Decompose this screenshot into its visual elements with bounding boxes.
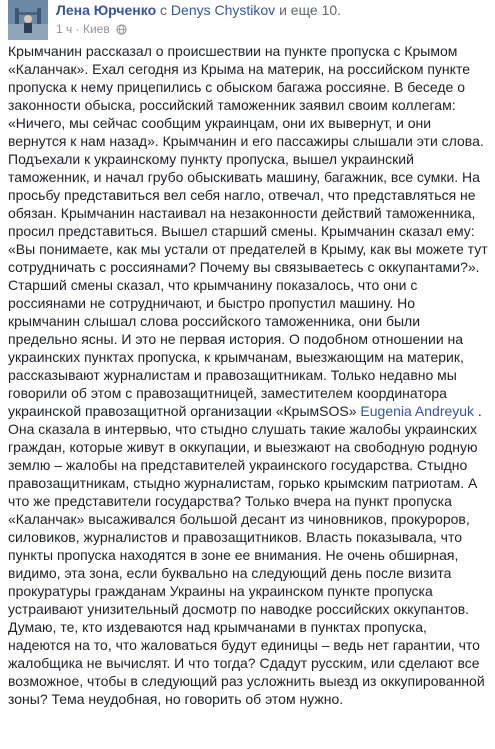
meta-separator: ·: [75, 22, 80, 36]
post-time[interactable]: 1 ч: [56, 22, 73, 36]
post-body: [8, 42, 489, 708]
post-meta: [56, 21, 127, 39]
post-text: [8, 42, 489, 708]
post-text-part1: Крымчанин рассказал о происшествии на пункте пропуска с Крымом «Каланчак». Ехал сегодня из Крыма на материк, на российском пункте пропуска к нему прицепились с обыском багажа россияне. В беседе о законности обыска, российский таможенник заявил своим коллегам: «Ничего, мы сейчас сообщим украинцам, они их вывернут, и они вернутся к нам назад». Крымчанин и его пассажиры слышали эти слова. Подъехали к украинскому пункту пропуска, вышел украинский таможенник, и начал грубо обыскивать машину, багажник, все сумки. На просьбу представиться вел себя нагло, отвечал, что представляться не обязан. Крымчанин настаивал на незаконности действий таможенника, просил представиться. Вышел старший смены. Крымчанин сказал ему: «Вы понимаете, как мы устали от предателей в Крыму, как вы можете тут сотрудничать с россиянами? Почему вы связываетесь с оккупантами?». Старший смены сказал, что крымчанину показалось, что они с россиянами не сотрудничают, и быстро пропустил машину. Но крымчанин слышал слова российского таможенника, они были предельно ясны. И это не первая история. О подобном отношении на украинских пунктах пропуска, к крымчанам, выезжающим на материк, рассказывают журналистам и правозащитникам. Только недавно мы говорили об этом с правозащитницей, заместителем координатора украинской правозащитной организации «КрымSOS»: [8, 43, 488, 419]
post-header: [8, 0, 488, 40]
globe-icon: [116, 23, 127, 39]
tagged-person[interactable]: Denys Chystikov: [170, 2, 276, 18]
author-name[interactable]: Лена Юрченко: [56, 2, 157, 18]
with-word: с: [160, 2, 168, 18]
tagged-others-link[interactable]: и еще 10.: [279, 2, 342, 18]
profile-photo-icon: [8, 0, 48, 40]
post-location[interactable]: Киев: [82, 22, 110, 36]
post-names: [56, 1, 341, 19]
post-text-part2: . Она сказала в интервью, что стыдно слушать такие жалобы украинских граждан, которые живут в оккупации, и выезжают на свободную родную землю – жалобы на представителей украинского государства. Стыдно правозащитникам, стыдно журналистам, горько крымским патриотам. А что же представители государства? Только вчера на пункт пропуска «Каланчак» высаживался большой десант из чиновников, прокуроров, силовиков, журналистов и правозащитников. Власть показывала, что пункты пропуска находятся в зоне ее внимания. Не очень обширная, видимо, эта зона, если буквально на следующий день после визита прокуратуры гражданам Украины на украинском пункте пропуска устраивают унизительный досмотр по наводке российских оккупантов. Думаю, те, кто издеваются над крымчанами в пунктах пропуска, надеются на то, что жаловаться будут единицы – ведь нет гарантии, что жалобщика не вычислят. И что тогда? Сдадут русским, или сделают все возможное, чтобы в следующий раз усложнить выезд из оккупированной зоны? Тема неудобная, но говорить об этом нужно.: [8, 403, 485, 707]
mention-link[interactable]: Eugenia Andreyuk: [360, 403, 475, 419]
avatar[interactable]: [8, 0, 48, 40]
